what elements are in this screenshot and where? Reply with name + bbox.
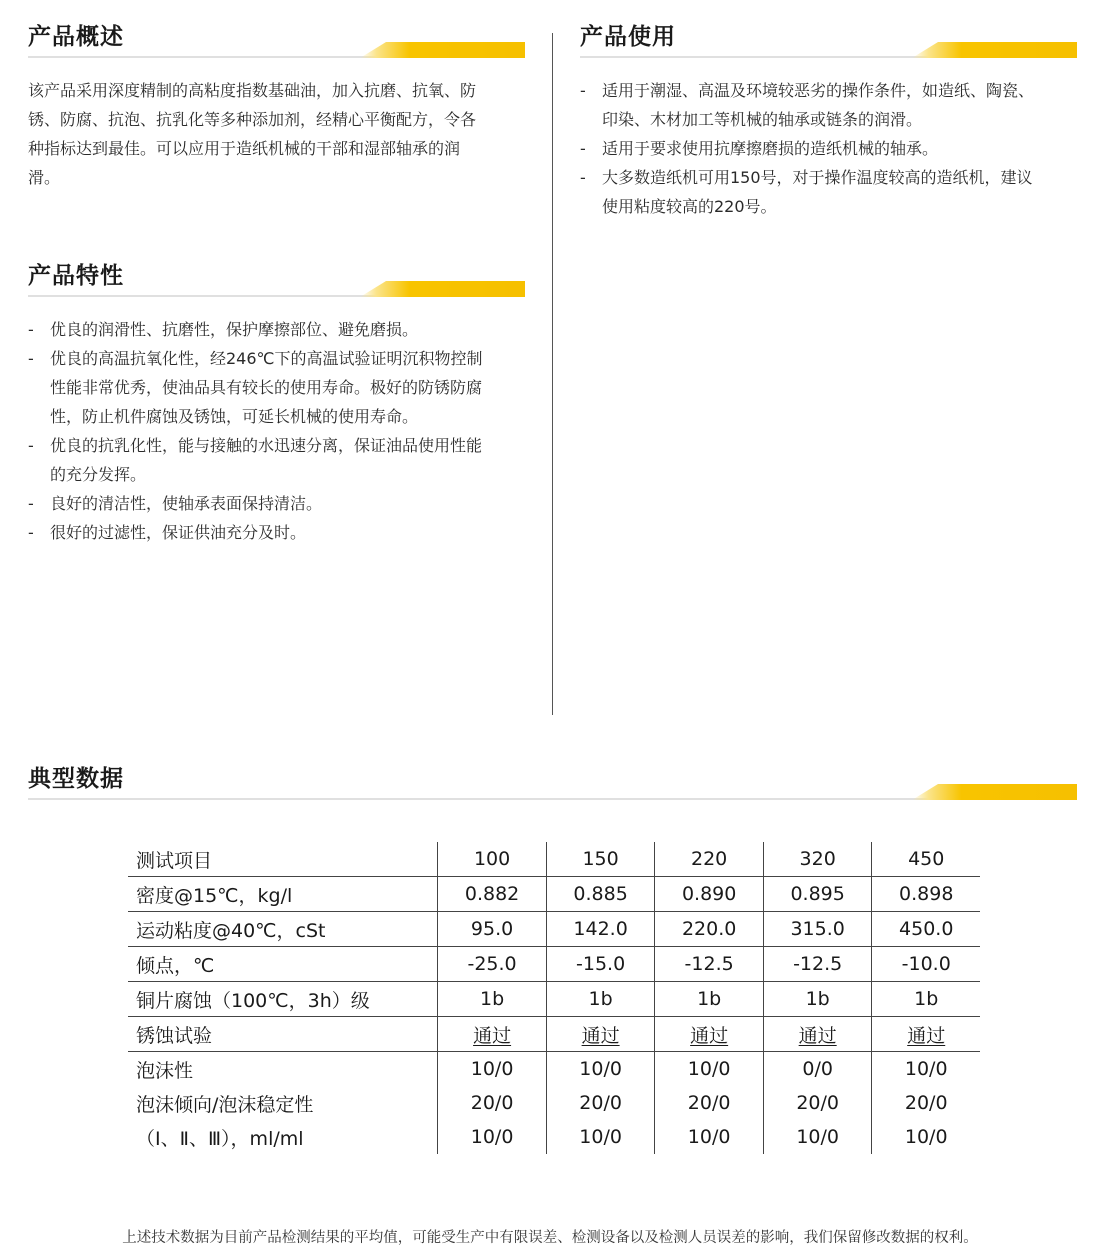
cell-value: 315.0 [763, 912, 872, 947]
list-item [580, 76, 1080, 134]
cell-value: 10/0 [655, 1052, 764, 1087]
cell-value: 0.885 [546, 877, 655, 912]
features-list [28, 315, 528, 547]
grade-header: 100 [438, 842, 547, 877]
cell-value: 20/0 [655, 1086, 764, 1120]
usage-section-header [580, 18, 1077, 58]
item-line: - 适用于潮湿、高温及环境较恶劣的操作条件，如造纸、陶瓷、 [602, 81, 1035, 100]
cell-value: 20/0 [546, 1086, 655, 1120]
overview-section-header [28, 18, 525, 58]
list-item [28, 315, 528, 344]
overview-line: 锈、防腐、抗泡、抗乳化等多种添加剂，经精心平衡配方，令各 [28, 110, 477, 129]
cell-value: 10/0 [438, 1120, 547, 1154]
cell-value: 10/0 [546, 1052, 655, 1087]
table-row [128, 877, 980, 912]
cell-value: 通过 [798, 1024, 837, 1047]
item-line: 性能非常优秀，使油品具有较长的使用寿命。极好的防锈防腐 [50, 378, 483, 397]
cell-value: 1b [655, 982, 764, 1017]
overview-text [28, 76, 528, 192]
cell-value: -15.0 [546, 947, 655, 982]
cell-value: 10/0 [546, 1120, 655, 1154]
cell-value: 10/0 [655, 1120, 764, 1154]
cell-value: 1b [438, 982, 547, 1017]
item-line: - 优良的润滑性、抗磨性，保护摩擦部位、避免磨损。 [50, 320, 419, 339]
cell-value: -12.5 [655, 947, 764, 982]
row-label: 泡沫性 [136, 1059, 194, 1082]
cell-value: 20/0 [438, 1086, 547, 1120]
item-line: 性，防止机件腐蚀及锈蚀，可延长机械的使用寿命。 [50, 407, 419, 426]
table-row [128, 947, 980, 982]
cell-value: 10/0 [872, 1120, 980, 1154]
item-line: - 优良的抗乳化性，能与接触的水迅速分离，保证油品使用性能 [50, 436, 483, 455]
cell-value: 通过 [473, 1024, 512, 1047]
cell-value: 1b [763, 982, 872, 1017]
list-item [580, 134, 1080, 163]
usage-title: 产品使用 [580, 24, 676, 50]
row-label: 泡沫倾向/泡沫稳定性 [136, 1093, 314, 1116]
list-item [28, 344, 528, 431]
cell-value: -12.5 [763, 947, 872, 982]
overview-line: 滑。 [28, 168, 61, 187]
typical-data-section-header [28, 760, 1077, 800]
list-item [28, 518, 528, 547]
cell-value: 10/0 [438, 1052, 547, 1087]
accent-bar [912, 784, 1077, 800]
row-label: 密度@15℃，kg/l [128, 877, 438, 912]
row-label: （Ⅰ、Ⅱ、Ⅲ），ml/ml [136, 1127, 304, 1150]
item-line: 的充分发挥。 [50, 465, 147, 484]
row-label: 倾点，℃ [128, 947, 438, 982]
grade-header: 450 [872, 842, 980, 877]
accent-bar [360, 281, 525, 297]
accent-bar [360, 42, 525, 58]
cell-value: 1b [872, 982, 980, 1017]
cell-value: -10.0 [872, 947, 980, 982]
row-label: 铜片腐蚀（100℃，3h）级 [128, 982, 438, 1017]
item-line: - 很好的过滤性，保证供油充分及时。 [50, 523, 307, 542]
cell-value: 1b [546, 982, 655, 1017]
features-title: 产品特性 [28, 263, 124, 289]
typical-data-title: 典型数据 [28, 766, 124, 792]
header-label: 测试项目 [128, 842, 438, 877]
cell-value: 0.898 [872, 877, 980, 912]
item-line: - 适用于要求使用抗摩擦磨损的造纸机械的轴承。 [602, 139, 939, 158]
overview-line: 种指标达到最佳。可以应用于造纸机械的干部和湿部轴承的润 [28, 139, 461, 158]
cell-value: 0/0 [763, 1052, 872, 1087]
table-row [128, 912, 980, 947]
cell-value: 95.0 [438, 912, 547, 947]
cell-value: 10/0 [763, 1120, 872, 1154]
cell-value: 通过 [581, 1024, 620, 1047]
row-label: 锈蚀试验 [128, 1017, 438, 1052]
item-line: - 大多数造纸机可用150号，对于操作温度较高的造纸机，建议 [602, 168, 1033, 187]
cell-value: 0.882 [438, 877, 547, 912]
grade-header: 220 [655, 842, 764, 877]
cell-value: 通过 [690, 1024, 729, 1047]
cell-value: 0.890 [655, 877, 764, 912]
list-item [28, 489, 528, 518]
grade-header: 320 [763, 842, 872, 877]
overview-title: 产品概述 [28, 24, 124, 50]
features-section-header [28, 257, 525, 297]
accent-bar [912, 42, 1077, 58]
grade-header: 150 [546, 842, 655, 877]
cell-value: 通过 [907, 1024, 946, 1047]
cell-value: 0.895 [763, 877, 872, 912]
table-row [128, 1052, 980, 1087]
cell-value: 142.0 [546, 912, 655, 947]
table-row [128, 1017, 980, 1052]
cell-value: 220.0 [655, 912, 764, 947]
item-line: - 良好的清洁性，使轴承表面保持清洁。 [50, 494, 323, 513]
typical-data-table [128, 842, 980, 1154]
item-line: 使用粘度较高的220号。 [602, 197, 777, 216]
table-row [128, 982, 980, 1017]
table-row [128, 1120, 980, 1154]
list-item [28, 431, 528, 489]
cell-value: 20/0 [763, 1086, 872, 1120]
row-label: 运动粘度@40℃，cSt [128, 912, 438, 947]
table-header-row [128, 842, 980, 877]
overview-line: 该产品采用深度精制的高粘度指数基础油，加入抗磨、抗氧、防 [28, 81, 477, 100]
list-item [580, 163, 1080, 221]
item-line: 印染、木材加工等机械的轴承或链条的润滑。 [602, 110, 923, 129]
cell-value: 10/0 [872, 1052, 980, 1087]
usage-list [580, 76, 1080, 221]
item-line: - 优良的高温抗氧化性，经246℃下的高温试验证明沉积物控制 [50, 349, 483, 368]
column-divider [552, 33, 553, 715]
cell-value: -25.0 [438, 947, 547, 982]
footnote: 上述技术数据为目前产品检测结果的平均值，可能受生产中有限误差、检测设备以及检测人员误差的影响，我们保留修改数据的权利。 [122, 1230, 978, 1246]
cell-value: 20/0 [872, 1086, 980, 1120]
cell-value: 450.0 [872, 912, 980, 947]
table-row [128, 1086, 980, 1120]
